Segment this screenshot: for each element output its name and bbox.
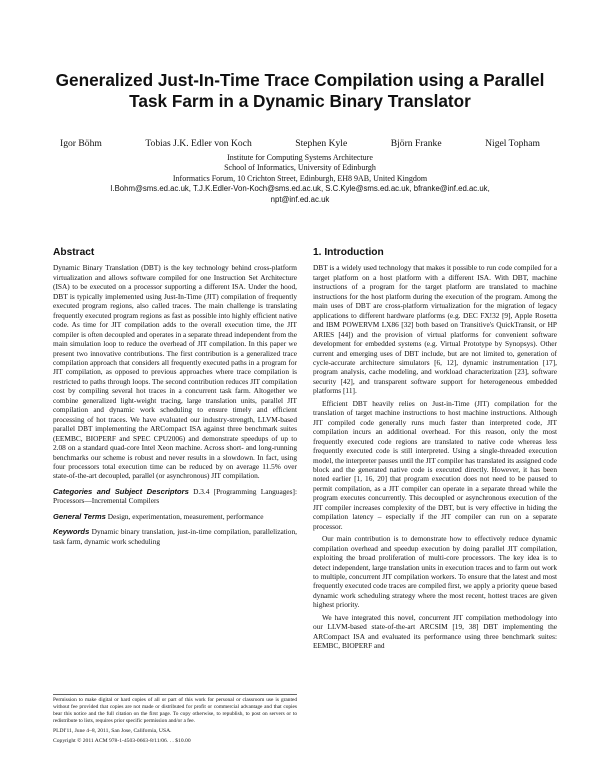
abstract-text: Dynamic Binary Translation (DBT) is the key technology behind cross-platform virtualization and allows software compiled for one Instruction Set Architecture (ISA) to be executed on a processor supporting a different ISA. Under the hood, DBT is typically implemented using Just-In-Time (JIT) compilation of frequently executed program regions, also called traces. The main challenge is translating frequently executed program regions as fast as possible into highly efficient native code. As time for JIT compilation adds to the overall execution time, the JIT compiler is often decoupled and operates in a separate thread independent from the main simulation loop to reduce the overhead of JIT compilation. In this paper we present two innovative contributions. The first contribution is a generalized trace compilation approach that considers all frequently executed paths in a program for JIT compilation, as opposed to previous approaches where trace compilation is restricted to paths through loops. The second contribution reduces JIT compilation cost by compiling several hot traces in a concurrent task farm. Altogether we combine generalized light-weight tracing, large translation units, parallel JIT compilation and dynamic work scheduling to ensure timely and efficient processing of hot traces. We have evaluated our industry-strength, LLVM-based parallel DBT implementing the ARCompact ISA against three benchmark suites (EEMBC, BIOPERF and SPEC CPU2006) and demonstrate speedups of up to 2.08 on a standard quad-core Intel Xeon machine. Across short- and long-running benchmarks our scheme is robust and never results in a slowdown. In fact, using four processors total execution time can be reduced by on average 11.5% over state-of-the-art decoupled, parallel (or asynchronous) JIT compilation.: [53, 263, 297, 481]
intro-paragraph: We have integrated this novel, concurrent JIT compilation methodology into our LLVM-based state-of-the-art ARCSIM [19, 38] DBT implementing the ARCompact ISA and evaluated its performance using three benchmark suites: EEMBC, BIOPERF and: [313, 612, 557, 651]
affiliation-block: [60, 153, 540, 205]
left-column: [53, 248, 297, 549]
right-column: [313, 248, 557, 654]
general-terms-label: General Terms: [53, 511, 106, 521]
conference-line: PLDI'11, June 4–8, 2011, San Jose, California, USA.: [53, 728, 172, 734]
general-terms-text: Design, experimentation, measurement, performance: [107, 511, 264, 521]
affiliation-institute: Institute for Computing Systems Architecture: [227, 153, 373, 162]
copyright-line: Copyright © 2011 ACM 978-1-4503-0663-8/11/06. . . $10.00: [53, 738, 191, 745]
affiliation-school: School of Informatics, University of Edinburgh: [224, 163, 376, 173]
intro-paragraph: Our main contribution is to demonstrate how to effectively reduce dynamic compilation overhead and speedup execution by doing parallel JIT compilation, exploiting the broad proliferation of multi-core processors. The key idea is to detect independent, large translation units in execution traces and to farm out work to multiple, concurrent JIT compilation workers. To ensure that the latest and most frequently executed code traces are compiled first, we apply a priority queue based dynamic work scheduling strategy where the most recent, hottest traces are given highest priority.: [313, 534, 557, 610]
author-name: Björn Franke: [390, 138, 442, 149]
affiliation-address: Informatics Forum, 10 Crichton Street, Edinburgh, EH8 9AB, United Kingdom: [172, 173, 428, 183]
permission-footnote: [53, 694, 297, 746]
author-name: Stephen Kyle: [295, 138, 348, 149]
paper-title: Generalized Just-In-Time Trace Compilation using a Parallel Task Farm in a Dynamic Binary Translator: [55, 70, 545, 111]
keywords-label: Keywords: [53, 527, 90, 537]
author-name: Nigel Topham: [485, 138, 540, 149]
author-name: Igor Böhm: [60, 138, 102, 149]
author-name: Tobias J.K. Edler von Koch: [145, 138, 252, 149]
keywords-text: Dynamic binary translation, just-in-time compilation, parallelization, task farm, dynamic work scheduling: [53, 527, 297, 546]
author-emails-continued: npt@inf.ed.ac.uk: [270, 194, 330, 204]
author-list: [60, 138, 540, 149]
intro-paragraph: DBT is a widely used technology that makes it possible to run code compiled for a target platform on a host platform with a different ISA. With DBT, machine instructions of a program for the target platform are translated to machine instructions for the host platform during the execution of the program. Among the main uses of DBT are cross-platform virtualization for the migration of legacy applications to different hardware platforms (e.g. DEC FX!32 [9], Apple Rosetta and IBM POWERVM LX86 [32] both based on Transitive's QuickTransit, or HP ARIES [44]) and the provision of virtual platforms for convenient software development for embedded systems (e.g. Virtual Prototype by Synopsys). Other current and emerging uses of DBT include, but are not limited to, generation of cycle-accurate architecture simulators [6, 12], dynamic instrumentation [17], program analysis, cache modeling, and workload characterization [23], software security [42], and transparent software support for heterogeneous embedded platforms [11].: [313, 263, 557, 396]
introduction-heading: 1. Introduction: [313, 247, 384, 258]
categories-label: Categories and Subject Descriptors: [53, 486, 189, 496]
abstract-heading: Abstract: [53, 247, 95, 258]
intro-paragraph: Efficient DBT heavily relies on Just-in-Time (JIT) compilation for the translation of target machine instructions to host machine instructions. Although JIT compiled code generally runs much faster than interpreted code, JIT compilation incurs an additional overhead. For this reason, only the most frequently executed code regions are translated to native code whereas less frequently executed code is still interpreted. Using a single-threaded execution model, the interpreter pauses until the JIT compiler has translated its assigned code block and the generated native code is executed directly. However, it has been noted earlier [1, 16, 20] that program execution does not need to be paused to permit compilation, as a JIT compiler can operate in a separate thread while the program executes concurrently. This decoupled or asynchronous execution of the JIT compiler increases complexity of the DBT, but is very effective in hiding the compilation latency – especially if the JIT compiler can run on a separate processor.: [313, 398, 557, 531]
permission-text: Permission to make digital or hard copies of all or part of this work for personal or classroom use is granted without fee provided that copies are not made or distributed for profit or commercial advantage and that copies bear this notice and the full citation on the first page. To copy otherwise, to republish, to post on servers or to redistribute to lists, requires prior specific permission and/or a fee.: [53, 697, 297, 724]
author-emails: I.Bohm@sms.ed.ac.uk, T.J.K.Edler-Von-Koch@sms.ed.ac.uk, S.C.Kyle@sms.ed.ac.uk, bfranke@inf.ed.ac.uk,: [110, 184, 490, 194]
categories-text: D.3.4 [Programming Languages]: Processors—Incremental Compilers: [53, 486, 297, 506]
